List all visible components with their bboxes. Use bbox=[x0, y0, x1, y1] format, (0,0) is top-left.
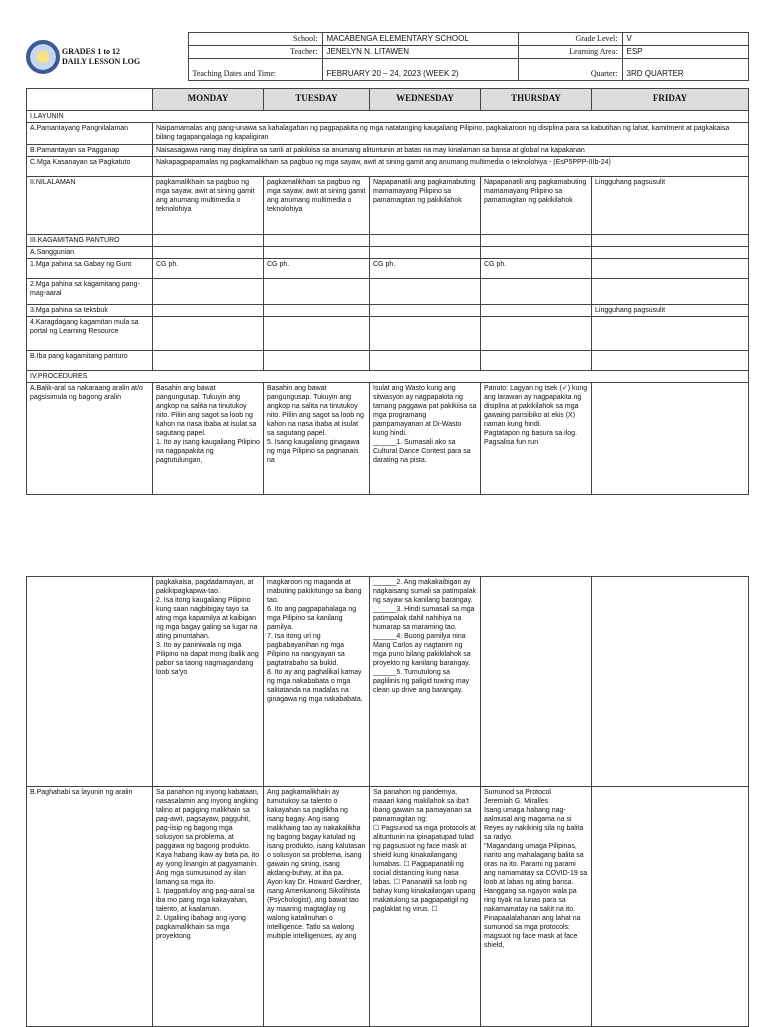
gabay-wednesday: CG ph. bbox=[370, 259, 481, 279]
nilalaman-wednesday: Napapanatili ang pagkamabuting mamamayang Pilipino sa pamamagitan ng pakikilahok bbox=[370, 177, 481, 235]
section-procedures: IV.PROCEDURES bbox=[27, 371, 749, 383]
balik-aral-friday bbox=[592, 383, 749, 495]
row-label-teksbuk: 3.Mga pahina sa teksbuk bbox=[27, 305, 153, 317]
gabay-thursday: CG ph. bbox=[481, 259, 592, 279]
lesson-table-page-1 bbox=[26, 88, 749, 495]
row-label-pamantayang: A.Pamantayang Pangnilalaman bbox=[27, 123, 153, 145]
learning-area-label: Learning Area: bbox=[518, 46, 622, 59]
paghahabi-friday bbox=[592, 787, 749, 1027]
teksbuk-friday: Lingguhang pagsusulit bbox=[592, 305, 749, 317]
row-label-kagamitang-mag-aaral: 2.Mga pahina sa kagamitang pang-mag-aaral bbox=[27, 279, 153, 305]
balik-aral-wednesday-cont: ______2. Ang makakaibigan ay nagkaisang sumali sa patimpalak ng sayaw sa kanilang barangay. ______3. Hindi sumasali sa mga patimpalak dahil nahihiya na humarap sa maraming tao. ______4. Buong pamilya nina Mang Carlos ay nagtanim ng mga puno bilang pakikilahok sa proyekto ng kanilang barangay. ______5. Tumutulong sa paglilinis ng paligid tuwing may clean up drive ang barangay. bbox=[370, 577, 481, 787]
gabay-monday: CG ph. bbox=[153, 259, 264, 279]
nilalaman-tuesday: pagkamalikhain sa pagbuo ng mga sayaw, awit at sining gamit ang anumang multimedia o teknolohiya bbox=[264, 177, 370, 235]
row-label-paghahabi: B.Paghahabi sa layunin ng aralin bbox=[27, 787, 153, 1027]
balik-aral-monday: Basahin ang bawat pangungusap. Tukuyin ang angkop na salita na tinutukoy nito. Piliin ang sagot sa loob ng kahon na nasa ibaba at isulat sa sagutang papel. 1. Ito ay isang kaugaliang Pilipino na nagpapakita ng pagtutulungan, bbox=[153, 383, 264, 495]
row-label-kasanayan: C.Mga Kasanayan sa Pagkatuto bbox=[27, 157, 153, 177]
row-label-karagdagang: 4.Karagdagang kagamitan mula sa portal ng Learning Resource bbox=[27, 317, 153, 351]
gabay-tuesday: CG ph. bbox=[264, 259, 370, 279]
row-label-pagganap: B.Pamantayan sa Pagganap bbox=[27, 145, 153, 157]
teaching-dates-value: FEBRUARY 20 – 24, 2023 (WEEK 2) bbox=[322, 59, 518, 81]
balik-aral-wednesday: Isulat ang Wasto kung ang sitwasyon ay nagpapakita ng tamang paggawa pat pakikiisa sa mga programang pampamayanan at Di-Wasto kung hindi. ______1. Sumasali ako sa Cultural Dance Contest para sa darating na pista. bbox=[370, 383, 481, 495]
title-line-1: GRADES 1 to 12 bbox=[62, 46, 121, 56]
balik-aral-tuesday-cont: magkaroon ng maganda at mabuting pakikitungo sa ibang tao. 6. Ito ang pagpapahalaga ng mga Pilipino sa kanilang pamilya. 7. Isa itong uri ng pagbabayanihan ng mga Pilipino na nangyayari sa pagtatrabaho sa bukid. 8. Ito ay ang paghalikal kamay ng mga nakababata o mga salitatanda na madalas na ginagawa ng mga nakababata. bbox=[264, 577, 370, 787]
teacher-value: JENELYN N. LITAWEN bbox=[322, 46, 518, 59]
balik-aral-monday-cont: pagkakaisa, pagdadamayan, at pakikipagkapwa-tao. 2. Isa itong kaugaliang Pilipino kung saan nagbibigay tayo sa ating mga kapamilya at kaibigan ng mga bagay galing sa lugar na ating pinuntahan. 3. Ito ay paniniwala ng mga Pilipino na dapat mong ibalik ang pabor sa taong nagmagandang loob sa'yo bbox=[153, 577, 264, 787]
day-header-friday: FRIDAY bbox=[592, 89, 749, 111]
nilalaman-friday: Lingguhang pagsusulit bbox=[592, 177, 749, 235]
quarter-label: Quarter: bbox=[518, 59, 622, 81]
pagganap-text: Naisasagawa nang may disiplina sa sarili at pakikiisa sa anumang alituntunin at batas na may kinalaman sa bansa at global na kapakanan bbox=[153, 145, 749, 157]
log-title-block bbox=[26, 33, 188, 81]
quarter-value: 3RD QUARTER bbox=[622, 59, 748, 81]
balik-aral-tuesday: Basahin ang bawat pangungusap. Tukuyin ang angkop na salita na tinutukoy nito. Piliin ang sagot sa loob ng kahon na nasa ibaba at isulat sa sagutang papel. 5. Isang kaugaliang ginagawa ng mga Pilipino sa pagnanais na bbox=[264, 383, 370, 495]
header-table bbox=[26, 32, 749, 81]
section-kagamitan: III.KAGAMITANG PANTURO bbox=[27, 235, 153, 247]
deped-seal-icon bbox=[26, 40, 60, 74]
teacher-label: Teacher: bbox=[188, 46, 322, 59]
learning-area-value: ESP bbox=[622, 46, 748, 59]
balik-aral-thursday-cont bbox=[481, 577, 592, 787]
grade-level-value: V bbox=[622, 33, 748, 46]
nilalaman-thursday: Napapanatili ang pagkamabuting mamamayang Pilipino sa pamamagitan ng pakikilahok bbox=[481, 177, 592, 235]
balik-aral-thursday: Panuto: Lagyan ng tsek (✓) kung ang larawan ay nagpapakita ng disiplina at pakikilahok sa mga gawaing pansibiko at ekis (X) naman kung hindi. Pagtatapon ng basura sa ilog. Pagsalisa fun run bbox=[481, 383, 592, 495]
school-label: School: bbox=[188, 33, 322, 46]
gabay-friday bbox=[592, 259, 749, 279]
grade-level-label: Grade Level: bbox=[518, 33, 622, 46]
paghahabi-monday: Sa panahon ng inyong kabataan, nasasalamin ang inyong angking talino at pagiging malikhain sa pag-awit, pagsayaw, pagguhit, pag-iisip ng bagong mga solusyon sa problema, at paggawa ng bagong produkto. Kaya habang ikaw ay bata pa, ito ay iyong linangin at pagyamanin. Ang mga sumusunod ay iilan lamang sa mga ito. 1. Ipagpatuloy ang pag-aaral sa iba mo pang mga kakayahan, talento, at kaalaman. 2. Ugaliing ibahagi ang iyong pagkamalikhain sa mga proyektong bbox=[153, 787, 264, 1027]
balik-aral-friday-cont bbox=[592, 577, 749, 787]
row-label-sanggunian: A.Sanggunian bbox=[27, 247, 153, 259]
title-line-2: DAILY LESSON LOG bbox=[62, 56, 141, 66]
paghahabi-wednesday: Sa panahon ng pandemya, maaari kang makilahok sa iba't ibang gawain sa pamayanan sa pamamagitan ng: ☐ Pagsunod sa mga protocols at alituntunin na ipinapatupad tulad ng pagsusuot ng face mask at shield kung kinakailangang lumabas. ☐ Pagpapanatili ng social distancing kung nasa labas. ☐ Pananatili sa loob ng bahay kung kinakailangan upang makatulong sa pagpapatigil ng paglaklat ng virus. ☐ bbox=[370, 787, 481, 1027]
nilalaman-monday: pagkamalikhain sa pagbuo ng mga sayaw, awit at sining gamit ang anumang multimedia o teknolohiya bbox=[153, 177, 264, 235]
pamantayang-text: Naipamamalas ang pang-unawa sa kahalagahan ng pagpapakita ng mga natatanging kaugaliang Pilipino, pagkakaroon ng disiplina para sa kabutihan ng lahat, kamitment at pagkakaisa bilang tagapangalaga ng kapaligiran bbox=[153, 123, 749, 145]
paghahabi-tuesday: Ang pagkamalikhain ay tumutukoy sa talento o kakayahan sa paglikha ng isang bagay. Ang isang malikhaing tao ay nakakalikha ng bagong bagay katulad ng isang produkto, isang kalutasan o solusyon sa problema, isang gawain ng sining, isang akdang-buhay, at iba pa. Ayon kay Dr. Howard Gardner, isang Amerikanong Sikolihista (Psychologist), ang bawat tao ay maaring magtaglay ng walong katalinuhan o intelligence. Tatlo sa walong multiple intelligences, ay ang bbox=[264, 787, 370, 1027]
row-label-nilalaman: II.NILALAMAN bbox=[27, 177, 153, 235]
row-label-iba-pang: B.Iba pang kagamitang panturo bbox=[27, 351, 153, 371]
section-layunin: I.LAYUNIN bbox=[27, 111, 749, 123]
day-header-monday: MONDAY bbox=[153, 89, 264, 111]
lesson-table-page-2 bbox=[26, 576, 749, 1027]
day-header-wednesday: WEDNESDAY bbox=[370, 89, 481, 111]
row-label-gabay: 1.Mga pahina sa Gabay ng Guro bbox=[27, 259, 153, 279]
kasanayan-text: Nakapagpapamalas ng pagkamalikhain sa pagbuo ng mga sayaw, awit at sining gamit ang anumang multimedia o teknolohiya - (EsP5PPP-IIIb-24) bbox=[153, 157, 749, 177]
blank-header-cell bbox=[27, 89, 153, 111]
day-header-tuesday: TUESDAY bbox=[264, 89, 370, 111]
school-value: MACABENGA ELEMENTARY SCHOOL bbox=[322, 33, 518, 46]
paghahabi-thursday: Sumunod sa Protocol Jeremiah G. Miralles Isang umaga habang nag-aalmusal ang magama na si Reyes ay nakikinig sila ng balita sa radyo. "Magandang umaga Pilipinas, narito ang mahalagang balita sa oras na ito. Parami ng parami ang namamatay sa COVID-19 sa loob at labas ng ating bansa. Hanggang sa ngayon wala pa ring tiyak na lunas para sa nakamamatay na sakit na ito. Pinapaalalahanan ang lahat na sumunod sa mga protocols: magsuot ng face mask at face shield, bbox=[481, 787, 592, 1027]
day-header-thursday: THURSDAY bbox=[481, 89, 592, 111]
teaching-dates-label: Teaching Dates and Time: bbox=[188, 59, 322, 81]
row-label-balik-aral: A.Balik-aral sa nakaraang aralin at/o pagsisimula ng bagong aralin bbox=[27, 383, 153, 495]
